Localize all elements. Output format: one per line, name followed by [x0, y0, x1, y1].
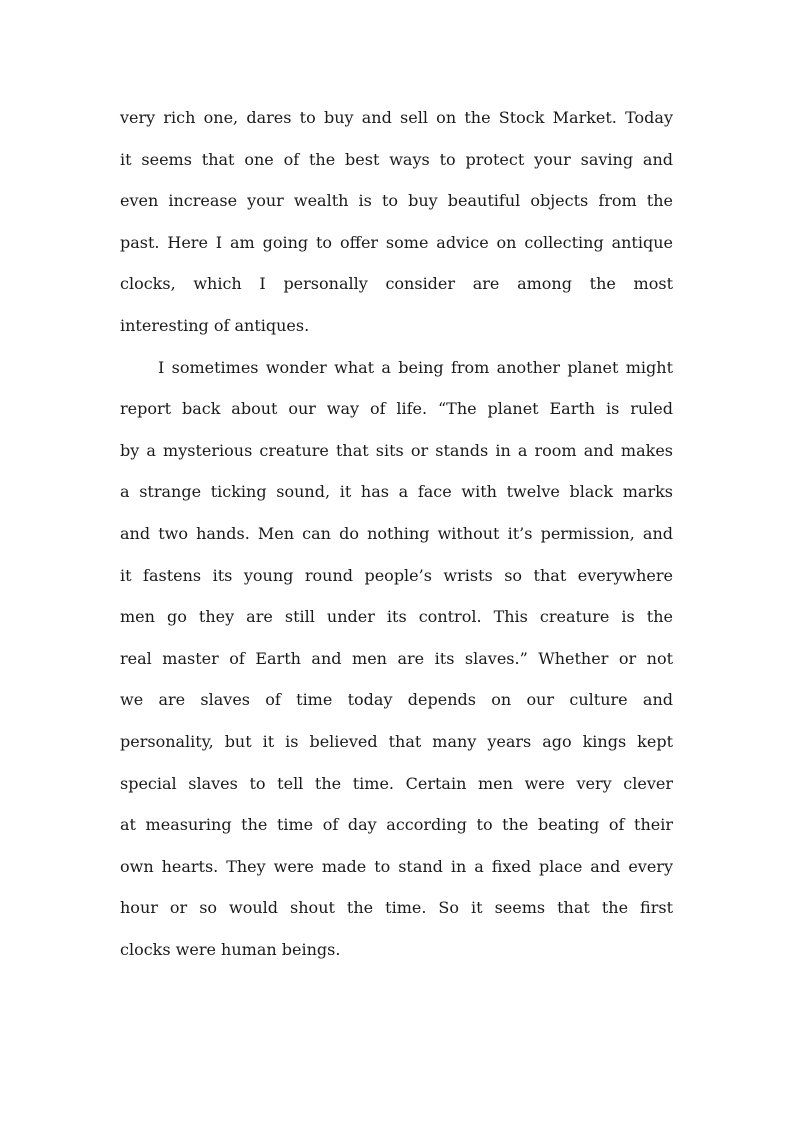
text-line: own hearts. They were made to stand in a fixed place and every: [120, 856, 673, 876]
text-line: clocks, which I personally consider are among the most: [120, 274, 673, 294]
text-line: we are slaves of time today depends on our culture and: [120, 690, 673, 710]
text-line: report back about our way of life. “The planet Earth is ruled: [120, 399, 673, 419]
text-line: real master of Earth and men are its slaves.” Whether or not: [120, 648, 673, 668]
text-line: clocks were human beings.: [120, 939, 341, 959]
text-line: it fastens its young round people’s wrists so that everywhere: [120, 565, 673, 585]
text-line: even increase your wealth is to buy beautiful objects from the: [120, 191, 673, 211]
text-line: special slaves to tell the time. Certain men were very clever: [120, 773, 673, 793]
text-line: I sometimes wonder what a being from another planet might: [158, 357, 673, 377]
text-line: past. Here I am going to offer some advice on collecting antique: [120, 232, 673, 252]
text-line: and two hands. Men can do nothing without it’s permission, and: [120, 523, 673, 543]
text-line: by a mysterious creature that sits or stands in a room and makes: [120, 440, 673, 460]
text-line: interesting of antiques.: [120, 315, 310, 335]
paragraph-1: [120, 97, 673, 347]
text-line: it seems that one of the best ways to protect your saving and: [120, 149, 673, 169]
text-line: at measuring the time of day according to the beating of their: [120, 815, 673, 835]
text-line: personality, but it is believed that many years ago kings kept: [120, 731, 673, 751]
body-text: [120, 97, 673, 970]
text-line: a strange ticking sound, it has a face with twelve black marks: [120, 482, 673, 502]
text-line: men go they are still under its control. This creature is the: [120, 607, 673, 627]
paragraph-2: [120, 347, 673, 971]
text-line: hour or so would shout the time. So it seems that the first: [120, 898, 673, 918]
text-line: very rich one, dares to buy and sell on the Stock Market. Today: [120, 108, 673, 127]
